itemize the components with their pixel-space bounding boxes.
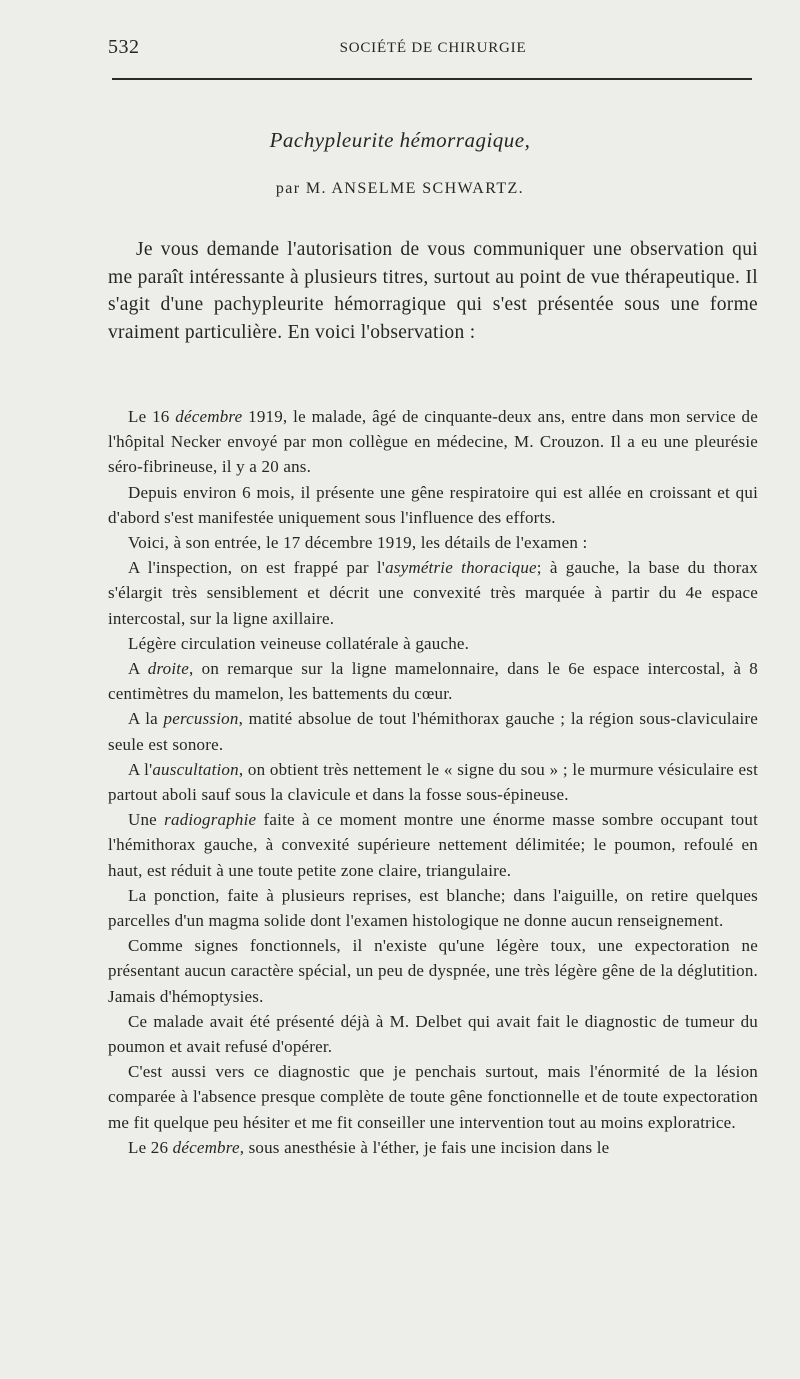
paragraph-text: faite à ce moment montre une énorme masse sombre occupant tout l'hémithorax gauche, à convexité supérieure nettement délimitée; le poumon, refoulé en haut, est réduit à une toute petite zone claire, triangulaire. [108,810,758,880]
emphasis-text: auscultation [152,759,239,779]
paragraph-text: A la [128,709,164,729]
paragraph-text: Ce malade avait été présenté déjà à M. Delbet qui avait fait le diagnostic de tumeur du poumon et avait refusé d'opérer. [108,1011,758,1057]
body-paragraph [108,807,758,883]
emphasis-text: percussion [163,709,239,729]
page-number: 532 [108,36,140,58]
body-paragraph [108,656,758,706]
body-paragraph [108,933,758,1009]
paragraph-text: Une [128,810,165,830]
paragraph-text: Depuis environ 6 mois, il présente une gêne respiratoire qui est allée en croissant et qui d'abord s'est manifestée uniquement sous l'influence des efforts. [108,482,758,527]
paragraph-text: Le 26 [128,1137,173,1157]
emphasis-text: radiographie [164,810,257,830]
body-paragraph [108,631,758,656]
paragraph-text: A l'inspection, on est frappé par l' [128,558,386,578]
header-rule [112,78,752,80]
body-paragraph [108,883,758,933]
emphasis-text: droite [147,659,189,679]
article-title: Pachypleurite hémorragique, [269,128,531,152]
body-paragraph [108,480,758,530]
paragraph-text: La ponction, faite à plusieurs reprises, est blanche; dans l'aiguille, on retire quelques parcelles d'un magma solide dont l'examen histologique ne donne aucun renseignement. [108,885,758,931]
paragraph-text: , sous anesthésie à l'éther, je fais une incision dans le [239,1137,610,1157]
body-paragraph [108,706,758,756]
paragraph-text: ; à gauche, la base du thorax s'élargit très sensiblement et décrit une convexité très marquée à partir du 4e espace intercostal, sur la ligne axillaire. [108,558,758,628]
paragraph-text: Voici, à son entrée, le 17 décembre 1919, les détails de l'examen : [128,533,588,553]
paragraph-text: , on obtient très nettement le « signe du sou » ; le murmure vésiculaire est partout aboli sauf sous la clavicule et dans la fosse sous-épineuse. [108,759,758,805]
paragraph-text: Comme signes fonctionnels, il n'existe qu'une légère toux, une expectoration ne présentant aucun caractère spécial, un peu de dyspnée, une très légère gêne de la déglutition. Jamais d'hémoptysies. [108,936,758,1006]
body-paragraph [108,1135,758,1160]
body-paragraph [108,555,758,631]
paragraph-text: C'est aussi vers ce diagnostic que je penchais surtout, mais l'énormité de la lésion comparée à l'absence presque complète de toute gêne fonctionnelle et de toute expectoration me fit quelque peu hésiter et me fit conseiller une intervention tout au moins exploratrice. [108,1062,758,1132]
intro-text [108,236,758,346]
paragraph-text: Légère circulation veineuse collatérale à gauche. [128,633,470,653]
author-byline: par M. ANSELME SCHWARTZ. [275,180,525,197]
emphasis-text: asymétrie thoracique [385,558,537,578]
paragraph-text: A l' [128,759,153,779]
page-header [108,36,758,62]
emphasis-text: décembre [172,1137,240,1157]
body-paragraph [108,404,758,480]
body-paragraph [108,530,758,555]
paragraph-text: Le 16 [128,407,176,426]
running-head: SOCIÉTÉ DE CHIRURGIE [339,40,527,56]
paragraph-text: A [128,659,148,679]
emphasis-text: décembre [175,407,243,426]
body-paragraph [108,1059,758,1135]
paragraph-text: , matité absolue de tout l'hémithorax gauche ; la région sous-claviculaire seule est sonore. [108,709,758,754]
paragraph-text: 1919, le malade, âgé de cinquante-deux ans, entre dans mon service de l'hôpital Necker envoyé par mon collègue en médecine, M. Crouzon. Il a eu une pleurésie séro-fibrineuse, il y a 20 ans. [108,407,758,477]
intro-paragraph: Je vous demande l'autorisation de vous communiquer une observation qui me paraît intéressante à plusieurs titres, surtout au point de vue thérapeutique. Il s'agit d'une pachypleurite hémorragique qui s'est présentée sous une forme vraiment particulière. En voici l'observation : [108,239,758,343]
body-paragraph [108,1009,758,1059]
observation-text [108,404,758,1160]
body-paragraph [108,757,758,807]
paragraph-text: , on remarque sur la ligne mamelonnaire, dans le 6e espace intercostal, à 8 centimètres du mamelon, les battements du cœur. [108,659,758,704]
